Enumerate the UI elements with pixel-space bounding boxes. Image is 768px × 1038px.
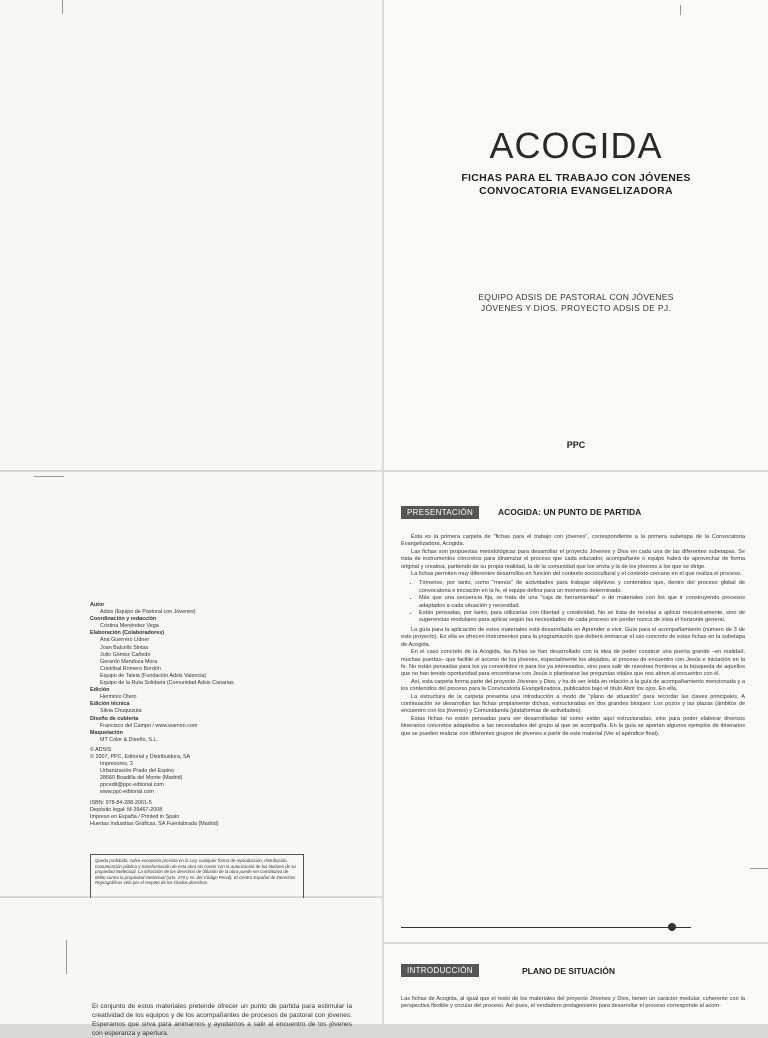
credit-label: Elaboración (Colaboradores)	[90, 630, 164, 637]
book-subtitle-2: CONVOCATORIA EVANGELIZADORA	[479, 185, 673, 197]
section-tag-presentacion: PRESENTACIÓN	[401, 506, 479, 519]
title-page	[384, 0, 768, 470]
credit-value: Herminio Otero	[100, 694, 137, 701]
author-team-1: EQUIPO ADSIS DE PASTORAL CON JÓVENES	[478, 292, 674, 302]
page-blank-top-left	[0, 0, 382, 470]
list-item: • Más que una secuencia fija, se trata de una "caja de herramientas" o de materiales con los que ir construyendo procesos adaptados a cada situación y necesidad.	[419, 595, 745, 610]
copyright-line: 28660 Boadilla del Monte (Madrid)	[100, 775, 183, 782]
credit-value: Julio Gómez Cañedo	[100, 651, 151, 658]
isbn-line: Impreso en España / Printed in Spain	[90, 813, 180, 820]
paragraph: La fichas permiten muy diferentes desarrollos en función del contexto sociocultural y el contexto cercano en el que realiza el proceso.	[411, 571, 742, 578]
section-title-introduccion: PLANO DE SITUACIÓN	[522, 966, 616, 976]
crop-mark	[680, 5, 681, 15]
isbn-line: Depósito legal: M-39467-2008	[90, 806, 163, 813]
paragraph: La estructura de la carpeta presenta una introducción a modo de "plano de situación" para recordar las claves principales. A continuación se desarrollan las fichas propiamente dichas, estructuradas en dos grandes bloques: Los pozos y las plazas (ámbitos de encuentro con los jóvenes) y Comunidanda (plataformas de actividades).	[401, 693, 745, 715]
book-title: ACOGIDA	[489, 125, 663, 166]
credit-value: Adsis (Equipo de Pastoral con Jóvenes)	[100, 609, 196, 616]
closing-paragraph: El conjunto de estos materiales pretende ofrecer un punto de partida para estimular la creatividad de los equipos y de los acompañantes de procesos de pastoral con jóvenes. Esperamos que sirva para animarnos y ayudarnos a salir al encuentro de los jóvenes con esperanza y apertura.	[92, 1003, 352, 1037]
crop-mark	[34, 476, 64, 477]
section-tag-introduccion: INTRODUCCIÓN	[401, 964, 479, 977]
credit-value: Gerardo Mendoza Mora	[100, 658, 158, 665]
credits-block	[90, 602, 290, 828]
copyright-line: Urbanización Prado del Espino	[100, 768, 175, 775]
credit-label: Maquetación	[90, 729, 123, 736]
presentation-page	[384, 472, 768, 942]
credit-label: Diseño de cubierta	[90, 715, 139, 722]
list-item: • Están pensadas, por tanto, para utilizarlas con libertad y creatividad. No se trata de recetas a aplicar mecánicamente, sino de sugerencias modulares para aplicar según las necesidades de cada proceso sin perder nunca de vista el horizonte general.	[419, 610, 745, 625]
credit-label: Edición	[90, 687, 110, 694]
crop-mark	[66, 940, 67, 974]
paragraph: Las fichas son propuestas metodológicas para desarrollar el proyecto Jóvenes y Dios en cada una de las diferentes subetapas. Se trata de instrumentos concretos para dinamizar el proceso que cada educador, acompañante o equipo habrá de aprovechar de forma original y creativa, partiendo de su propia realidad, la de la comunidad que los envía y la de los jóvenes a los que se dirige.	[401, 548, 745, 570]
author-team-2: JÓVENES Y DIOS. PROYECTO ADSIS DE PJ.	[480, 303, 672, 313]
credit-value: Cristóbal Romero Bordón	[100, 665, 161, 672]
credits-page	[0, 472, 382, 896]
copyright-line: www.ppc-editorial.com	[100, 789, 154, 796]
paragraph: En el caso concreto de la Acogida, las fichas se han desarrollado con la idea de poder construir una puerta grande –en realidad, muchas puertas– que facilite el acceso de los jóvenes, especialmente los alejados, al proceso de encuentro con Jesús e iniciación en la fe. No están pensadas para los ya convertidos ni para los ya interesados, sino para salir de nuestras fronteras a la búsqueda de aquellos que no han tenido oportunidad para encontrarse con Jesús o plantearse las preguntas vitales que nos abren al encuentro con él.	[401, 649, 745, 678]
credit-value: Equipo de Taleia (Fundación Adsis Valencia)	[100, 672, 207, 679]
legal-notice: Queda prohibida, salvo excepción prevista en la Ley, cualquier forma de reproducción, distribución, comunicación pública y transformación de esta obra sin contar con la autorización de los titulares de su propiedad intelectual. La infracción de los derechos de difusión de la obra puede ser constitutiva de delito contra la propiedad intelectual (arts. 270 y ss. del Código Penal). El Centro Español de Derechos Reprográficos vela por el respeto de los citados derechos.	[90, 854, 304, 904]
credit-value: Francisco del Campo / www.wamon.com	[100, 722, 198, 729]
credit-value: Joan Balcells Sintas	[100, 644, 149, 651]
paragraph: Así, esta carpeta forma parte del proyecto Jóvenes y Dios, y ha de ser leída en relación a la guía de acompañamiento mencionada y a los contenidos del proceso para la Convocatoria Evangelizadora, publicados bajo el título Abrir los ojos. En ella,	[401, 678, 745, 693]
section-title-presentacion: ACOGIDA: UN PUNTO DE PARTIDA	[498, 507, 642, 517]
isbn-line: Huertas Industrias Gráficas, SA Fuenlabrada (Madrid)	[90, 820, 219, 827]
section-divider	[401, 927, 691, 928]
divider-dot	[668, 923, 676, 931]
credit-value: Equipo de la Ruta Solidaria (Comunidad Adsis Canarias	[100, 680, 234, 687]
credit-value: Ana Guerrero Lidner	[100, 637, 150, 644]
closing-page	[0, 898, 382, 1037]
credit-label: Coordinación y redacción	[90, 616, 157, 623]
credit-value: MT Color & Diseño, S.L.	[100, 736, 159, 743]
isbn-line: ISBN: 978-84-288-2061-5	[90, 799, 152, 806]
copyright-line: © 2007, PPC, Editorial y Distribuidora, SA	[90, 753, 191, 760]
paragraph: La guía para la aplicación de estos materiales está desarrollada en Aprender a vivir. Guía para el acompañamiento (número de 3 de este proyecto). En ella se ofrecen instrumentos para la programación que deberá enmarcar el uso concreto de estas fichas en la subetapa de Acogida.	[401, 626, 745, 648]
copyright-line: © ADSIS	[90, 746, 112, 753]
paragraph: Estas fichas no están pensadas para ser desarrolladas tal como están aquí estructuradas, sino para poder elaborar diversos itinerarios concretos adaptados a las necesidades del grupo al que se acompaña. En la guía se aportan algunos ejemplos de itinerarios que se pueden realizar con diferentes grupos de jóvenes a partir de este material (Ver el apéndice final).	[401, 715, 745, 737]
list-item: • Tómense, por tanto, como "menús" de actividades para trabajar objetivos y contenidos que, dentro del proceso global de convocatoria e iniciación en la fe, el equipo defina para un momento determinado.	[419, 580, 745, 595]
copyright-line: ppcedit@ppc-editorial.com	[100, 782, 164, 789]
credit-value: Cristina Menéndez Vega	[100, 623, 159, 630]
crop-mark	[750, 868, 768, 869]
credit-label: Autor	[90, 602, 105, 608]
paragraph: Ésta es la primera carpeta de "fichas para el trabajo con jóvenes", correspondiente a la primera subetapa de la Convocatoria Evangelizadora, Acogida.	[401, 534, 745, 548]
publisher-name: PPC	[566, 440, 586, 450]
credit-value: Silvia Chuquizuta	[100, 708, 142, 715]
presentation-body	[401, 534, 745, 738]
introduction-paragraph: Las fichas de Acogida, al igual que el resto de los materiales del proyecto Jóvenes y Dios, tienen un carácter modular, coherente con la perspectiva flexible y circular del proceso. Así pues, el verdadero protagonismo para desarrollar el proceso corresponde al acom-	[401, 996, 745, 1010]
book-subtitle-1: FICHAS PARA EL TRABAJO CON JÓVENES	[461, 172, 691, 184]
introduction-page	[384, 944, 768, 1024]
crop-mark	[62, 0, 63, 14]
copyright-line: Impresores, 2	[100, 761, 133, 768]
bullet-list	[401, 580, 745, 624]
credit-label: Edición técnica	[90, 701, 130, 708]
